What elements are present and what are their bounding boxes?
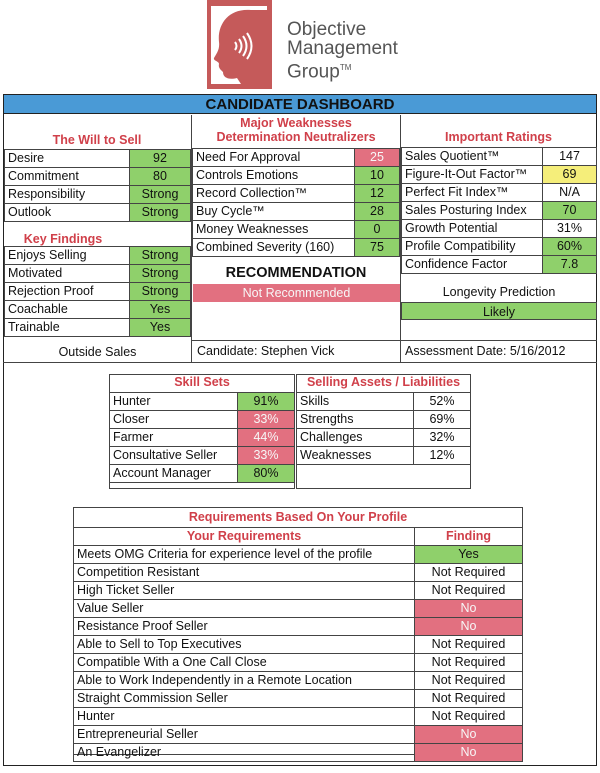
row-label: Rejection Proof bbox=[5, 283, 130, 301]
candidate-name: Candidate: Stephen Vick bbox=[197, 344, 335, 358]
col-header-finding: Finding bbox=[415, 528, 523, 546]
logo-text bbox=[287, 20, 398, 81]
weaknesses-table bbox=[192, 148, 400, 257]
row-value: 75 bbox=[355, 239, 400, 257]
table-row bbox=[110, 429, 295, 447]
ratings-table bbox=[401, 147, 597, 274]
table-row bbox=[402, 184, 597, 202]
longevity-title: Longevity Prediction bbox=[442, 285, 556, 299]
table-row bbox=[193, 203, 400, 221]
row-value: N/A bbox=[543, 184, 597, 202]
row-value: Strong bbox=[130, 265, 191, 283]
weaknesses-title-1: Major Weaknesses bbox=[240, 116, 352, 130]
table-row bbox=[110, 393, 295, 411]
row-label: Record Collection™ bbox=[193, 185, 355, 203]
longevity-value: Likely bbox=[401, 302, 597, 320]
logo-line-3: Group bbox=[287, 61, 340, 83]
requirements-header-row bbox=[74, 528, 523, 546]
row-label: Coachable bbox=[5, 301, 130, 319]
column-divider bbox=[191, 115, 192, 362]
row-value: 44% bbox=[238, 429, 295, 447]
table-row bbox=[297, 411, 471, 429]
row-label: Farmer bbox=[110, 429, 238, 447]
row-value: No bbox=[415, 600, 523, 618]
assets-title: Selling Assets / Liabilities bbox=[306, 375, 461, 389]
table-row bbox=[193, 149, 400, 167]
table-row bbox=[74, 564, 523, 582]
col-header-requirements: Your Requirements bbox=[74, 528, 415, 546]
table-row bbox=[74, 690, 523, 708]
row-label: Consultative Seller bbox=[110, 447, 238, 465]
row-label: Money Weaknesses bbox=[193, 221, 355, 239]
row-value: 12% bbox=[414, 447, 471, 465]
row-value: 69 bbox=[543, 166, 597, 184]
table-row bbox=[74, 744, 523, 762]
row-label: An Evangelizer bbox=[74, 744, 415, 762]
row-value: No bbox=[415, 618, 523, 636]
table-row bbox=[74, 618, 523, 636]
table-row bbox=[193, 167, 400, 185]
recommendation-title: RECOMMENDATION bbox=[225, 265, 367, 281]
key-findings-title: Key Findings bbox=[23, 232, 103, 246]
row-value: Not Required bbox=[415, 564, 523, 582]
row-label: Responsibility bbox=[5, 186, 130, 204]
row-label: Desire bbox=[5, 150, 130, 168]
row-label: High Ticket Seller bbox=[74, 582, 415, 600]
logo-line-2: Management bbox=[287, 38, 398, 59]
logo-line-1: Objective bbox=[287, 19, 367, 40]
row-label: Entrepreneurial Seller bbox=[74, 726, 415, 744]
row-value: Strong bbox=[130, 186, 191, 204]
row-value: 69% bbox=[414, 411, 471, 429]
table-row bbox=[5, 150, 191, 168]
row-value: No bbox=[415, 744, 523, 762]
row-label: Account Manager bbox=[110, 465, 238, 483]
row-value: 70 bbox=[543, 202, 597, 220]
logo-tm: TM bbox=[339, 63, 352, 72]
row-label: Value Seller bbox=[74, 600, 415, 618]
table-row bbox=[402, 166, 597, 184]
row-label: Trainable bbox=[5, 319, 130, 337]
row-label: Weaknesses bbox=[297, 447, 414, 465]
row-value: 10 bbox=[355, 167, 400, 185]
table-row bbox=[110, 447, 295, 465]
row-label: Enjoys Selling bbox=[5, 247, 130, 265]
requirements-title: Requirements Based On Your Profile bbox=[188, 510, 408, 524]
row-label: Need For Approval bbox=[193, 149, 355, 167]
row-label: Able to Work Independently in a Remote Location bbox=[74, 672, 415, 690]
row-value: Not Required bbox=[415, 654, 523, 672]
table-row bbox=[74, 636, 523, 654]
weaknesses-title-2: Determination Neutralizers bbox=[216, 130, 376, 144]
row-value: 32% bbox=[414, 429, 471, 447]
table-row bbox=[5, 204, 191, 222]
table-row bbox=[74, 546, 523, 564]
row-value: Not Required bbox=[415, 582, 523, 600]
row-value: Strong bbox=[130, 283, 191, 301]
assets-table bbox=[296, 392, 471, 465]
ratings-title: Important Ratings bbox=[445, 130, 552, 144]
row-label: Skills bbox=[297, 393, 414, 411]
row-label: Straight Commission Seller bbox=[74, 690, 415, 708]
row-value: 12 bbox=[355, 185, 400, 203]
row-value: 91% bbox=[238, 393, 295, 411]
table-row bbox=[74, 600, 523, 618]
row-label: Outlook bbox=[5, 204, 130, 222]
assessment-date: Assessment Date: 5/16/2012 bbox=[405, 344, 566, 358]
skill-sets-table bbox=[109, 392, 295, 483]
row-label: Challenges bbox=[297, 429, 414, 447]
head-profile-icon bbox=[211, 6, 267, 84]
row-value: 60% bbox=[543, 238, 597, 256]
table-row bbox=[297, 447, 471, 465]
will-to-sell-table bbox=[4, 149, 191, 222]
table-row bbox=[5, 186, 191, 204]
row-value: Strong bbox=[130, 204, 191, 222]
table-row bbox=[5, 168, 191, 186]
table-row bbox=[297, 429, 471, 447]
table-row bbox=[74, 582, 523, 600]
table-row bbox=[5, 265, 191, 283]
table-row bbox=[402, 148, 597, 166]
table-row bbox=[402, 202, 597, 220]
row-label: Confidence Factor bbox=[402, 256, 543, 274]
row-value: 92 bbox=[130, 150, 191, 168]
row-divider bbox=[191, 340, 597, 341]
table-row bbox=[74, 654, 523, 672]
row-label: Strengths bbox=[297, 411, 414, 429]
logo-mark bbox=[207, 0, 272, 89]
row-value: 28 bbox=[355, 203, 400, 221]
row-value: Not Required bbox=[415, 636, 523, 654]
row-value: 0 bbox=[355, 221, 400, 239]
table-row bbox=[5, 301, 191, 319]
row-value: Not Required bbox=[415, 708, 523, 726]
row-value: Not Required bbox=[415, 690, 523, 708]
table-row bbox=[110, 465, 295, 483]
dashboard-title: CANDIDATE DASHBOARD bbox=[3, 94, 597, 114]
row-label: Growth Potential bbox=[402, 220, 543, 238]
row-value: Yes bbox=[415, 546, 523, 564]
recommendation-value: Not Recommended bbox=[193, 284, 400, 302]
row-label: Competition Resistant bbox=[74, 564, 415, 582]
row-label: Resistance Proof Seller bbox=[74, 618, 415, 636]
row-label: Meets OMG Criteria for experience level of the profile bbox=[74, 546, 415, 564]
table-row bbox=[193, 239, 400, 257]
row-value: 25 bbox=[355, 149, 400, 167]
row-label: Commitment bbox=[5, 168, 130, 186]
column-divider bbox=[400, 115, 401, 362]
row-value: 33% bbox=[238, 447, 295, 465]
row-label: Hunter bbox=[74, 708, 415, 726]
table-row bbox=[193, 185, 400, 203]
row-label: Controls Emotions bbox=[193, 167, 355, 185]
table-row bbox=[402, 220, 597, 238]
row-value: 147 bbox=[543, 148, 597, 166]
table-row bbox=[402, 256, 597, 274]
row-value: 80 bbox=[130, 168, 191, 186]
table-row bbox=[5, 319, 191, 337]
section-divider bbox=[3, 362, 597, 363]
row-value: No bbox=[415, 726, 523, 744]
row-label: Sales Posturing Index bbox=[402, 202, 543, 220]
table-row bbox=[5, 283, 191, 301]
table-row bbox=[5, 247, 191, 265]
key-findings-table bbox=[4, 246, 191, 337]
row-value: Yes bbox=[130, 319, 191, 337]
table-row bbox=[110, 411, 295, 429]
table-row bbox=[74, 672, 523, 690]
row-value: 52% bbox=[414, 393, 471, 411]
row-value: Not Required bbox=[415, 672, 523, 690]
table-row bbox=[74, 708, 523, 726]
row-label: Closer bbox=[110, 411, 238, 429]
row-value: 80% bbox=[238, 465, 295, 483]
row-label: Able to Sell to Top Executives bbox=[74, 636, 415, 654]
will-to-sell-title: The Will to Sell bbox=[52, 133, 142, 147]
weaknesses-title bbox=[192, 116, 400, 144]
table-row bbox=[402, 238, 597, 256]
table-row bbox=[74, 726, 523, 744]
row-label: Sales Quotient™ bbox=[402, 148, 543, 166]
row-label: Figure-It-Out Factor™ bbox=[402, 166, 543, 184]
skill-sets-title: Skill Sets bbox=[174, 375, 230, 389]
row-label: Compatible With a One Call Close bbox=[74, 654, 415, 672]
row-value: 31% bbox=[543, 220, 597, 238]
row-label: Buy Cycle™ bbox=[193, 203, 355, 221]
row-label: Hunter bbox=[110, 393, 238, 411]
table-row bbox=[297, 393, 471, 411]
row-label: Combined Severity (160) bbox=[193, 239, 355, 257]
row-label: Motivated bbox=[5, 265, 130, 283]
row-value: Strong bbox=[130, 247, 191, 265]
row-value: Yes bbox=[130, 301, 191, 319]
row-label: Profile Compatibility bbox=[402, 238, 543, 256]
row-label: Perfect Fit Index™ bbox=[402, 184, 543, 202]
row-value: 7.8 bbox=[543, 256, 597, 274]
table-row bbox=[193, 221, 400, 239]
requirements-table bbox=[73, 527, 523, 762]
row-value: 33% bbox=[238, 411, 295, 429]
role-label: Outside Sales bbox=[58, 345, 137, 359]
